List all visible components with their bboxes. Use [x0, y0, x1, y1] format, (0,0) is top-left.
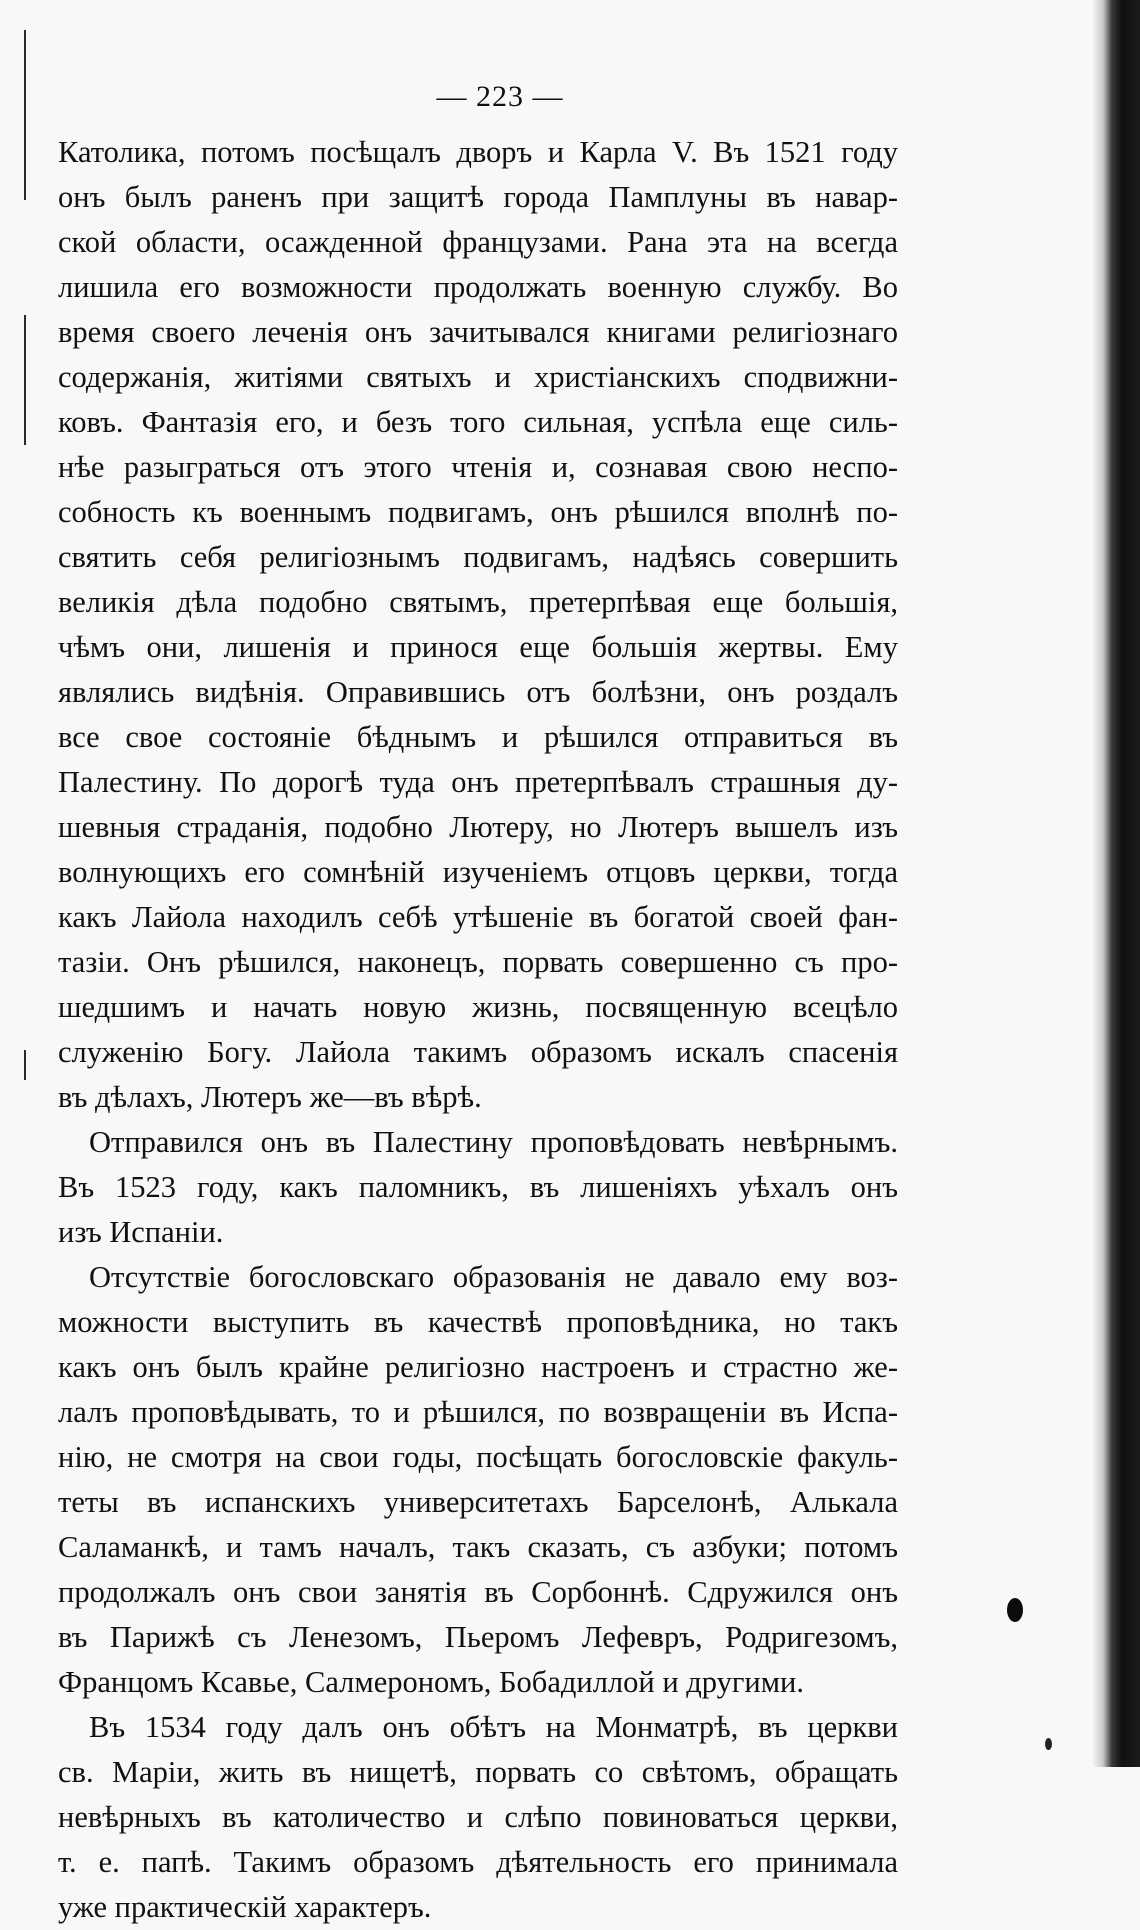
scan-speck	[1045, 1738, 1052, 1750]
text-line: святить себя религіознымъ подвигамъ, надѣясь совершить	[58, 540, 898, 574]
text-line: лишила его возможности продолжать военную службу. Во	[58, 270, 898, 304]
text-line: уже практическій характеръ.	[58, 1890, 432, 1924]
text-line: шевныя страданія, подобно Лютеру, но Лютеръ вышелъ изъ	[58, 810, 898, 844]
text-line: изъ Испаніи.	[58, 1215, 224, 1249]
text-line: т. е. папѣ. Такимъ образомъ дѣятельность его принимала	[58, 1845, 898, 1879]
text-line: св. Маріи, жить въ нищетѣ, порвать со свѣтомъ, обращать	[58, 1755, 898, 1789]
text-line: онъ былъ раненъ при защитѣ города Памплуны въ навар-	[58, 180, 898, 214]
text-line: невѣрныхъ въ католичество и слѣпо повиноваться церкви,	[58, 1800, 898, 1834]
text-line: Францомъ Ксавье, Салмерономъ, Бобадиллой и другими.	[58, 1665, 804, 1699]
text-line: теты въ испанскихъ университетахъ Барселонѣ, Алькала	[58, 1485, 898, 1519]
text-line: нѣе разыграться отъ этого чтенія и, сознавая свою неспо-	[58, 450, 898, 484]
text-line: нію, не смотря на свои годы, посѣщать богословскіе факуль-	[58, 1440, 898, 1474]
text-line: являлись видѣнія. Оправившись отъ болѣзни, онъ роздалъ	[58, 675, 898, 709]
text-line: Отправился онъ въ Палестину проповѣдовать невѣрнымъ.	[89, 1125, 898, 1159]
text-line: ской области, осажденной французами. Рана эта на всегда	[58, 225, 898, 259]
text-line: Католика, потомъ посѣщалъ дворъ и Карла V. Въ 1521 году	[58, 135, 898, 169]
page-number: — 223 —	[436, 80, 564, 113]
text-line: лалъ проповѣдывать, то и рѣшился, по возвращеніи въ Испа-	[58, 1395, 898, 1429]
scan-ink-blot	[1007, 1598, 1023, 1622]
body-text	[58, 130, 898, 1930]
text-line: Саламанкѣ, и тамъ началъ, такъ сказать, съ азбуки; потомъ	[58, 1530, 898, 1564]
text-line: въ дѣлахъ, Лютеръ же—въ вѣрѣ.	[58, 1080, 482, 1114]
text-line: ковъ. Фантазія его, и безъ того сильная, успѣла еще силь-	[58, 405, 898, 439]
text-line: какъ онъ былъ крайне религіозно настроенъ и страстно же-	[58, 1350, 898, 1384]
text-line: Въ 1523 году, какъ паломникъ, въ лишеніяхъ уѣхалъ онъ	[58, 1170, 898, 1204]
text-line: служенію Богу. Лайола такимъ образомъ искалъ спасенія	[58, 1035, 898, 1069]
text-line: какъ Лайола находилъ себѣ утѣшеніе въ богатой своей фан-	[58, 900, 898, 934]
text-line: великія дѣла подобно святымъ, претерпѣвая еще большія,	[58, 585, 898, 619]
text-line: можности выступить въ качествѣ проповѣдника, но такъ	[58, 1305, 898, 1339]
scan-edge-left-lower	[24, 1050, 26, 1080]
text-line: Въ 1534 году далъ онъ обѣтъ на Монматрѣ, въ церкви	[89, 1710, 898, 1744]
scan-edge-right	[1066, 0, 1140, 1767]
text-line: тазіи. Онъ рѣшился, наконецъ, порвать совершенно съ про-	[58, 945, 898, 979]
text-line: въ Парижѣ съ Ленезомъ, Пьеромъ Лефевръ, Родригезомъ,	[58, 1620, 898, 1654]
text-line: собность къ военнымъ подвигамъ, онъ рѣшился вполнѣ по-	[58, 495, 898, 529]
text-line: шедшимъ и начать новую жизнь, посвященную всецѣло	[58, 990, 898, 1024]
scan-edge-left-top	[24, 30, 26, 200]
text-line: продолжалъ онъ свои занятія въ Сорбоннѣ. Сдружился онъ	[58, 1575, 898, 1609]
text-line: Отсутствіе богословскаго образованія не давало ему воз-	[89, 1260, 898, 1294]
text-line: время своего леченія онъ зачитывался книгами религіознаго	[58, 315, 898, 349]
text-line: чѣмъ они, лишенія и принося еще большія жертвы. Ему	[58, 630, 898, 664]
text-line: Палестину. По дорогѣ туда онъ претерпѣвалъ страшныя ду-	[58, 765, 898, 799]
text-line: все свое состояніе бѣднымъ и рѣшился отправиться въ	[58, 720, 898, 754]
scan-edge-left-middle	[24, 315, 26, 445]
text-line: волнующихъ его сомнѣній изученіемъ отцовъ церкви, тогда	[58, 855, 898, 889]
text-line: содержанія, житіями святыхъ и христіанскихъ сподвижни-	[58, 360, 898, 394]
